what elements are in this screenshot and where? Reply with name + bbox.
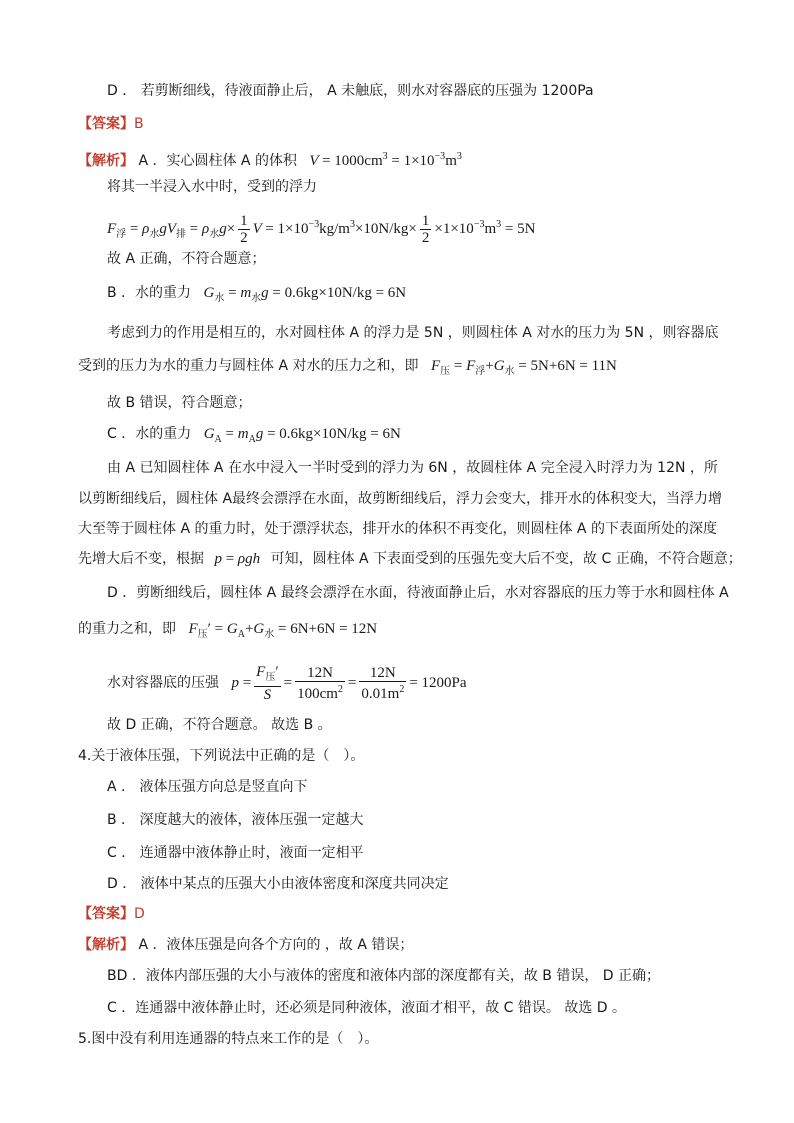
formula-weight-b: $G_水 = m_水g = 0.6kg\times 10N/kg = 6N$ bbox=[203, 285, 407, 304]
analysis-line: D ．剪断细线后，圆柱体 A 最终会漂浮在水面，待液面静止后，水对容器底的压力等于水和圆柱体 A bbox=[107, 585, 729, 601]
analysis-text: 可知，圆柱体 A 下表面受到的压强先变大后不变，故 C 正确，不符合题意； bbox=[270, 551, 742, 567]
answer-value: B bbox=[134, 116, 144, 132]
answer-row-2 bbox=[78, 904, 145, 924]
analysis-text: B ．水的重力 bbox=[107, 285, 192, 301]
analysis-text: 的重力之和，即 bbox=[78, 621, 176, 637]
formula-pressure-force: $F_压 = F_浮+G_水 = 5N+6N = 11N$ bbox=[430, 358, 617, 377]
analysis-row-c bbox=[107, 424, 401, 450]
analysis-line: 由 A 已知圆柱体 A 在水中浸入一半时受到的浮力为 6N ，故圆柱体 A 完全浸入时浮力为 12N ，所 bbox=[107, 460, 718, 476]
analysis-tag: 【解析】 bbox=[78, 153, 134, 169]
analysis-row-force bbox=[78, 356, 617, 382]
analysis-line: 将其一半浸入水中时，受到的浮力 bbox=[107, 179, 317, 195]
question-4-option-a: A ． 液体压强方向总是竖直向下 bbox=[107, 779, 308, 795]
analysis-row-2 bbox=[78, 935, 413, 955]
analysis-line: 故 A 正确，不符合题意； bbox=[107, 251, 266, 267]
analysis-line: 故 B 错误，符合题意； bbox=[107, 395, 252, 411]
analysis-line: BD ．液体内部压强的大小与液体的密度和液体内部的深度都有关，故 B 错误， D 正确； bbox=[107, 968, 661, 984]
analysis-line: 以剪断细线后，圆柱体 A最终会漂浮在水面，故剪断细线后，浮力会变大，排开水的体积变大，当浮力增 bbox=[78, 491, 723, 507]
formula-buoyancy: $F_浮 = \rho_水gV_排 = \rho_水g\times$ $\frac{1}{2}$ $V = 1\times 10^{-3}kg/m^3\times 10N/kg\times$ $\frac{1}{2}$ $\times 1\times 10^{-3}m^3 = 5N$ bbox=[107, 213, 536, 247]
answer-tag: 【答案】 bbox=[78, 116, 134, 132]
analysis-text: 水对容器底的压强 bbox=[107, 675, 219, 691]
answer-value: D bbox=[134, 906, 145, 922]
question-4-option-b: B ． 深度越大的液体，液体压强一定越大 bbox=[107, 812, 364, 828]
question-4-stem: 4.关于液体压强，下列说法中正确的是（ ）。 bbox=[78, 748, 365, 764]
analysis-line: 考虑到力的作用是相互的，水对圆柱体 A 的浮力是 5N ，则圆柱体 A 对水的压力为 5N ，则容器底 bbox=[107, 325, 719, 341]
analysis-text: C ．水的重力 bbox=[107, 426, 192, 442]
formula-weight-c: $G_A = m_Ag = 0.6kg\times 10N/kg = 6N$ bbox=[203, 426, 401, 445]
analysis-row-d bbox=[78, 619, 377, 645]
analysis-row-pressure bbox=[107, 663, 467, 703]
question-4-option-d: D ． 液体中某点的压强大小由液体密度和深度共同决定 bbox=[107, 876, 449, 892]
formula-force-d: $F_压' = G_A+G_水 = 6N+6N = 12N$ bbox=[188, 621, 378, 640]
analysis-text: A ．液体压强是向各个方向的 ，故 A 错误； bbox=[138, 937, 414, 953]
question-4-option-c: C ． 连通器中液体静止时，液面一定相平 bbox=[107, 845, 364, 861]
answer-tag: 【答案】 bbox=[78, 906, 134, 922]
analysis-line: C ．连通器中液体静止时，还必须是同种液体，液面才相平，故 C 错误。 故选 D 。 bbox=[107, 1000, 627, 1016]
question-5-stem: 5.图中没有利用连通器的特点来工作的是（ ）。 bbox=[78, 1031, 379, 1047]
analysis-row-1 bbox=[78, 147, 462, 171]
formula-pressure-d: p = $\frac{F_压'}{S}$ = $\frac{12N}{100cm^2}$ = $\frac{12N}{0.01m^2}$ = 1200Pa bbox=[231, 664, 467, 704]
analysis-text: A ．实心圆柱体 A 的体积 bbox=[138, 153, 297, 169]
analysis-line: 大至等于圆柱体 A 的重力时，处于漂浮状态，排开水的体积不再变化，则圆柱体 A 的下表面所处的深度 bbox=[78, 521, 717, 537]
analysis-row-rho bbox=[78, 549, 742, 569]
option-d-text: D ． 若剪断细线，待液面静止后， A 未触底，则水对容器底的压强为 1200Pa bbox=[107, 83, 594, 99]
analysis-text: 受到的压力为水的重力与圆柱体 A 对水的压力之和，即 bbox=[78, 358, 419, 374]
analysis-row-b bbox=[107, 283, 406, 309]
answer-row-1 bbox=[78, 114, 144, 134]
analysis-tag: 【解析】 bbox=[78, 937, 134, 953]
analysis-line: 故 D 正确，不符合题意。 故选 B 。 bbox=[107, 717, 332, 733]
formula-volume: $V = 1000cm^3 = 1\times 10^{-3}m^3$ bbox=[309, 151, 462, 169]
formula-rho-gh: p = ρgh bbox=[214, 551, 261, 567]
analysis-text: 先增大后不变，根据 bbox=[78, 551, 204, 567]
